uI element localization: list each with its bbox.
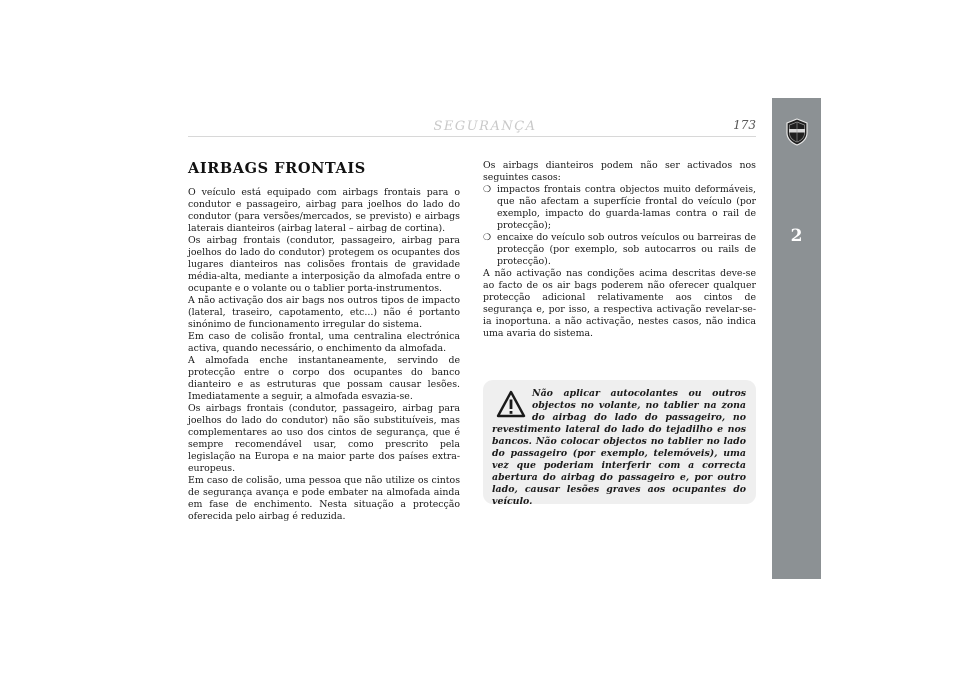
- list-item: [483, 184, 756, 232]
- warning-box: [483, 380, 756, 507]
- closing-paragraph: A não activação nas condições acima descritas deve-se ao facto de os air bags poderem não oferecer qualquer protecção adicional relativamente aos cintos de segurança e, por isso, a respectiva activação revelar-se-ia inoportuna. a não activação, nestes casos, não indica uma avaria do sistema.: [483, 268, 756, 339]
- paragraph: Em caso de colisão frontal, uma centralina electrónica activa, quando necessário, o enchimento da almofada.: [188, 331, 460, 354]
- warning-triangle-icon: [496, 390, 526, 418]
- left-column: [188, 160, 460, 523]
- lancia-logo-icon: [785, 118, 809, 146]
- paragraph: Os airbags frontais (condutor, passageiro, airbag para joelhos do lado do condutor) não são substituíveis, mas complementares ao uso dos cintos de segurança, que é sempre recomendável usar, como prescrito pela legislação na Europa e na maior parte dos países extra-europeus.: [188, 403, 460, 474]
- bullet-circle-icon: ❍: [483, 233, 492, 243]
- bullet-list: [483, 184, 756, 268]
- section-title: AIRBAGS FRONTAIS: [188, 160, 366, 177]
- paragraph: Em caso de colisão, uma pessoa que não utilize os cintos de segurança avança e pode embater na almofada ainda em fase de enchimento. Nesta situação a protecção oferecida pelo airbag é reduzida.: [188, 475, 460, 522]
- chapter-number: 2: [790, 226, 803, 246]
- warning-text: Não aplicar autocolantes ou outros objectos no volante, no tablier na zona do airbag do lado do passageiro, no revestimento lateral do lado do tejadilho e nos bancos. Não colocar objectos no tablier no lado do passageiro (por exemplo, telemóveis), uma vez que poderiam interferir com a correcta abertura do airbag do passageiro e, por outro lado, causar lesões graves aos ocupantes do veículo.: [492, 388, 746, 507]
- list-item-text: encaixe do veículo sob outros veículos ou barreiras de protecção (por exemplo, sob autocarros ou rails de protecção).: [497, 232, 756, 267]
- paragraph: A não activação dos air bags nos outros tipos de impacto (lateral, traseiro, capotamento, etc...) não é portanto sinónimo de funcionamento irregular do sistema.: [188, 295, 460, 330]
- right-column: [483, 160, 756, 340]
- running-header-title: SEGURANÇA: [433, 119, 537, 134]
- paragraph: O veículo está equipado com airbags frontais para o condutor e passageiro, airbag para joelhos do lado do condutor (para versões/mercados, se previsto) e airbags laterais dianteiros (airbag lateral – airbag de cortina).: [188, 187, 460, 234]
- header-divider: [188, 136, 756, 137]
- bullet-circle-icon: ❍: [483, 185, 492, 195]
- list-item-text: impactos frontais contra objectos muito deformáveis, que não afectam a superfície frontal do veículo (por exemplo, impacto do guarda-lamas contra o rail de protecção);: [497, 184, 756, 231]
- list-item: [483, 232, 756, 268]
- page-number: 173: [733, 118, 756, 132]
- chapter-side-tab[interactable]: [772, 98, 821, 579]
- paragraph: A almofada enche instantaneamente, servindo de protecção entre o corpo dos ocupantes do banco dianteiro e as estruturas que possam causar lesões. Imediatamente a seguir, a almofada esvazia-se.: [188, 355, 460, 402]
- intro-paragraph: Os airbags dianteiros podem não ser activados nos seguintes casos:: [483, 160, 756, 183]
- paragraph: Os airbag frontais (condutor, passageiro, airbag para joelhos do lado do condutor) protegem os ocupantes dos lugares dianteiros nas colisões frontais de gravidade média-alta, mediante a interposição da almofada entre o ocupante e o volante ou o tablier porta-instrumentos.: [188, 235, 460, 294]
